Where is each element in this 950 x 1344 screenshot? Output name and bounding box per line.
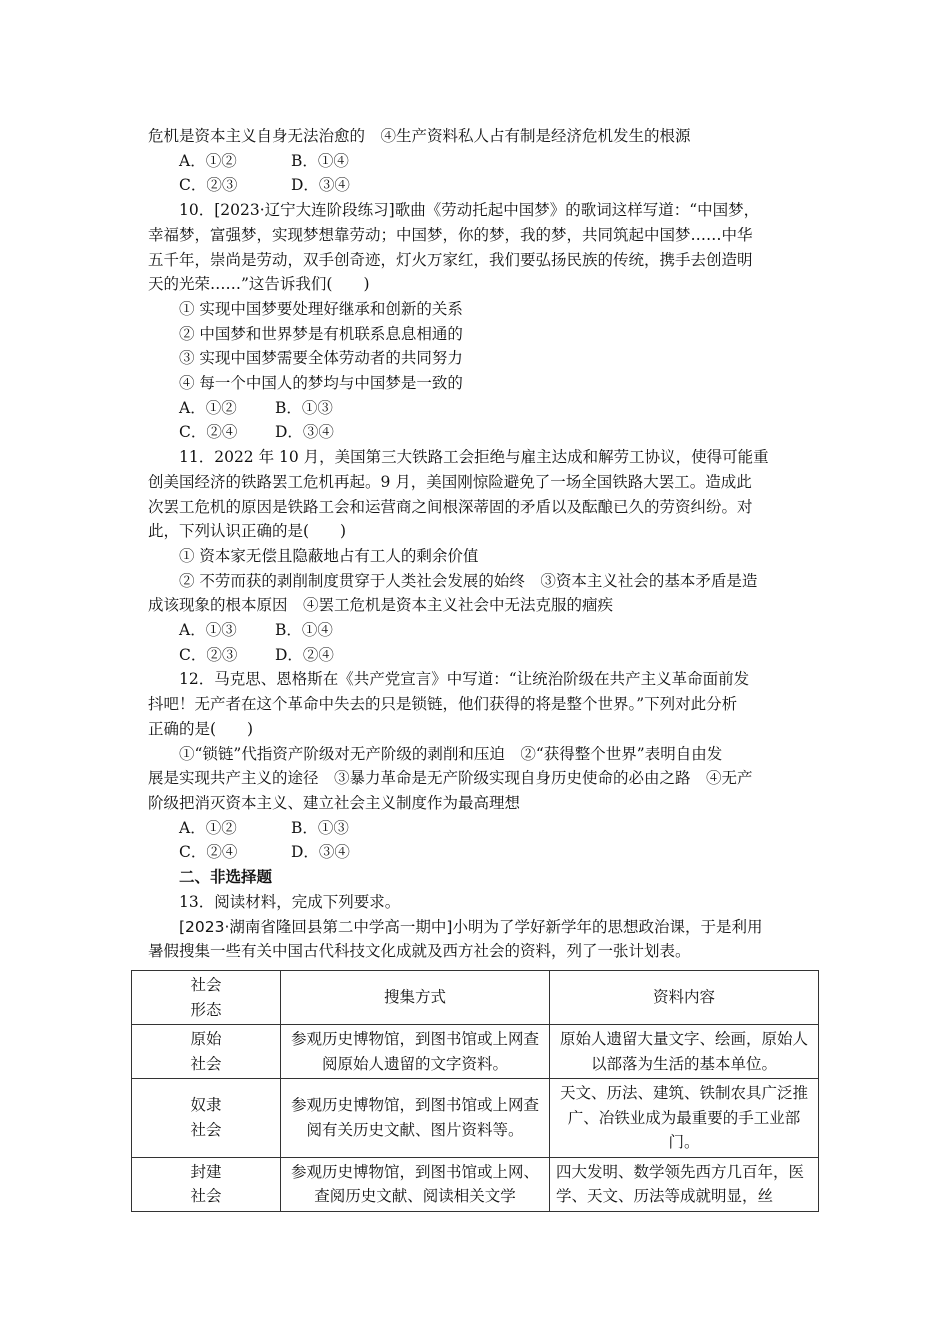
table-row bbox=[132, 1157, 819, 1211]
table-cell: 原始 社会 bbox=[132, 1025, 281, 1079]
table-header-cell: 资料内容 bbox=[550, 971, 819, 1025]
text-line: 阶级把消灭资本主义、建立社会主义制度作为最高理想 bbox=[148, 793, 521, 812]
text-line: 抖吧！无产者在这个革命中失去的只是锁链，他们获得的将是整个世界。”下列对此分析 bbox=[148, 695, 738, 714]
text-line: 天的光荣……”这告诉我们( ) bbox=[148, 275, 370, 294]
q9-options-ab bbox=[148, 149, 818, 174]
option: A．①② bbox=[179, 151, 237, 170]
plan-table bbox=[131, 970, 819, 1212]
option: B．①④ bbox=[291, 151, 349, 170]
material-line: 暑假搜集一些有关中国古代科技文化成就及西方社会的资料，列了一张计划表。 bbox=[148, 942, 691, 961]
option: A．①③ bbox=[179, 621, 237, 640]
text-line: 幸福梦，富强梦，实现梦想靠劳动；中国梦，你的梦，我的梦，共同筑起中国梦……中华 bbox=[148, 225, 753, 244]
q11-options-cd bbox=[148, 643, 818, 668]
material-line: [2023·湖南省隆回县第二中学高一期中]小明为了学好新学年的思想政治课，于是利用 bbox=[179, 917, 763, 936]
option: C．②④ bbox=[179, 423, 238, 442]
statement: ② 不劳而获的剥削制度贯穿于人类社会发展的始终 ③资本主义社会的基本矛盾是造 bbox=[179, 571, 758, 590]
section-heading: 二、非选择题 bbox=[179, 867, 273, 887]
table-cell: 封建 社会 bbox=[132, 1157, 281, 1211]
table-cell: 参观历史博物馆，到图书馆或上网查阅有关历史文献、图片资料等。 bbox=[281, 1079, 550, 1158]
text-line: 展是实现共产主义的途径 ③暴力革命是无产阶级实现自身历史使命的必由之路 ④无产 bbox=[148, 769, 753, 788]
q11-stem: 11．2022 年 10 月，美国第三大铁路工会拒绝与雇主达成和解劳工协议，使得可能重 bbox=[179, 448, 769, 467]
q12-options-ab bbox=[148, 816, 818, 841]
table-cell: 奴隶 社会 bbox=[132, 1079, 281, 1158]
option: C．②④ bbox=[179, 843, 238, 862]
text-line: 正确的是( ) bbox=[148, 719, 254, 738]
option: C．②③ bbox=[179, 645, 238, 664]
option: C．②③ bbox=[179, 176, 238, 195]
option: D．③④ bbox=[291, 843, 350, 862]
table-cell: 天文、历法、建筑、铁制农具广泛推广、冶铁业成为最重要的手工业部门。 bbox=[550, 1079, 819, 1158]
table-header-cell bbox=[132, 971, 281, 1025]
statement: ①“锁链”代指资产阶级对无产阶级的剥削和压迫 ②“获得整个世界”表明自由发 bbox=[179, 744, 723, 763]
q10-options-cd bbox=[148, 420, 818, 445]
text-line: 五千年，崇尚是劳动，双手创奇迹，灯火万家红，我们要弘扬民族的传统，携手去创造明 bbox=[148, 250, 753, 269]
table-row bbox=[132, 1079, 819, 1158]
statement: ① 实现中国梦要处理好继承和创新的关系 bbox=[179, 299, 463, 318]
table-header-cell: 搜集方式 bbox=[281, 971, 550, 1025]
text-line: 危机是资本主义自身无法治愈的 ④生产资料私人占有制是经济危机发生的根源 bbox=[148, 127, 691, 145]
statement: ② 中国梦和世界梦是有机联系息息相通的 bbox=[179, 324, 463, 343]
statement: ③ 实现中国梦需要全体劳动者的共同努力 bbox=[179, 349, 463, 368]
q12-options-cd bbox=[148, 840, 818, 865]
text-line: 创美国经济的铁路罢工危机再起。9 月，美国刚惊险避免了一场全国铁路大罢工。造成此 bbox=[148, 472, 752, 491]
document-body bbox=[148, 124, 818, 964]
table-header-row bbox=[132, 971, 819, 1025]
statement: ① 资本家无偿且隐蔽地占有工人的剩余价值 bbox=[179, 546, 479, 565]
option: B．①③ bbox=[291, 818, 349, 837]
text-line: 此，下列认识正确的是( ) bbox=[148, 522, 347, 541]
header-text: 社会 形态 bbox=[190, 976, 222, 1019]
option: B．①③ bbox=[275, 398, 333, 417]
text-line: 次罢工危机的原因是铁路工会和运营商之间根深蒂固的矛盾以及酝酿已久的劳资纠纷。对 bbox=[148, 497, 753, 516]
option: D．③④ bbox=[291, 176, 350, 195]
option: A．①② bbox=[179, 398, 237, 417]
option: D．③④ bbox=[275, 423, 334, 442]
table-row bbox=[132, 1025, 819, 1079]
option: D．②④ bbox=[275, 645, 334, 664]
q11-options-ab bbox=[148, 618, 818, 643]
option: B．①④ bbox=[275, 621, 333, 640]
q12-stem: 12．马克思、恩格斯在《共产党宣言》中写道：“让统治阶级在共产主义革命面前发 bbox=[179, 670, 750, 689]
table-cell: 参观历史博物馆，到图书馆或上网、查阅历史文献、阅读相关文学 bbox=[281, 1157, 550, 1211]
q10-options-ab bbox=[148, 396, 818, 421]
q13-stem: 13．阅读材料，完成下列要求。 bbox=[179, 892, 401, 911]
q9-options-cd bbox=[148, 173, 818, 198]
text-line: 成该现象的根本原因 ④罢工危机是资本主义社会中无法克服的痼疾 bbox=[148, 596, 614, 615]
table-cell: 四大发明、数学领先西方几百年，医学、天文、历法等成就明显，丝 bbox=[550, 1157, 819, 1211]
q10-stem: 10．[2023·辽宁大连阶段练习]歌曲《劳动托起中国梦》的歌词这样写道：“中国梦， bbox=[179, 201, 760, 220]
table-cell: 参观历史博物馆，到图书馆或上网查阅原始人遗留的文字资料。 bbox=[281, 1025, 550, 1079]
option: A．①② bbox=[179, 818, 237, 837]
table-cell: 原始人遗留大量文字、绘画，原始人以部落为生活的基本单位。 bbox=[550, 1025, 819, 1079]
statement: ④ 每一个中国人的梦均与中国梦是一致的 bbox=[179, 374, 463, 393]
